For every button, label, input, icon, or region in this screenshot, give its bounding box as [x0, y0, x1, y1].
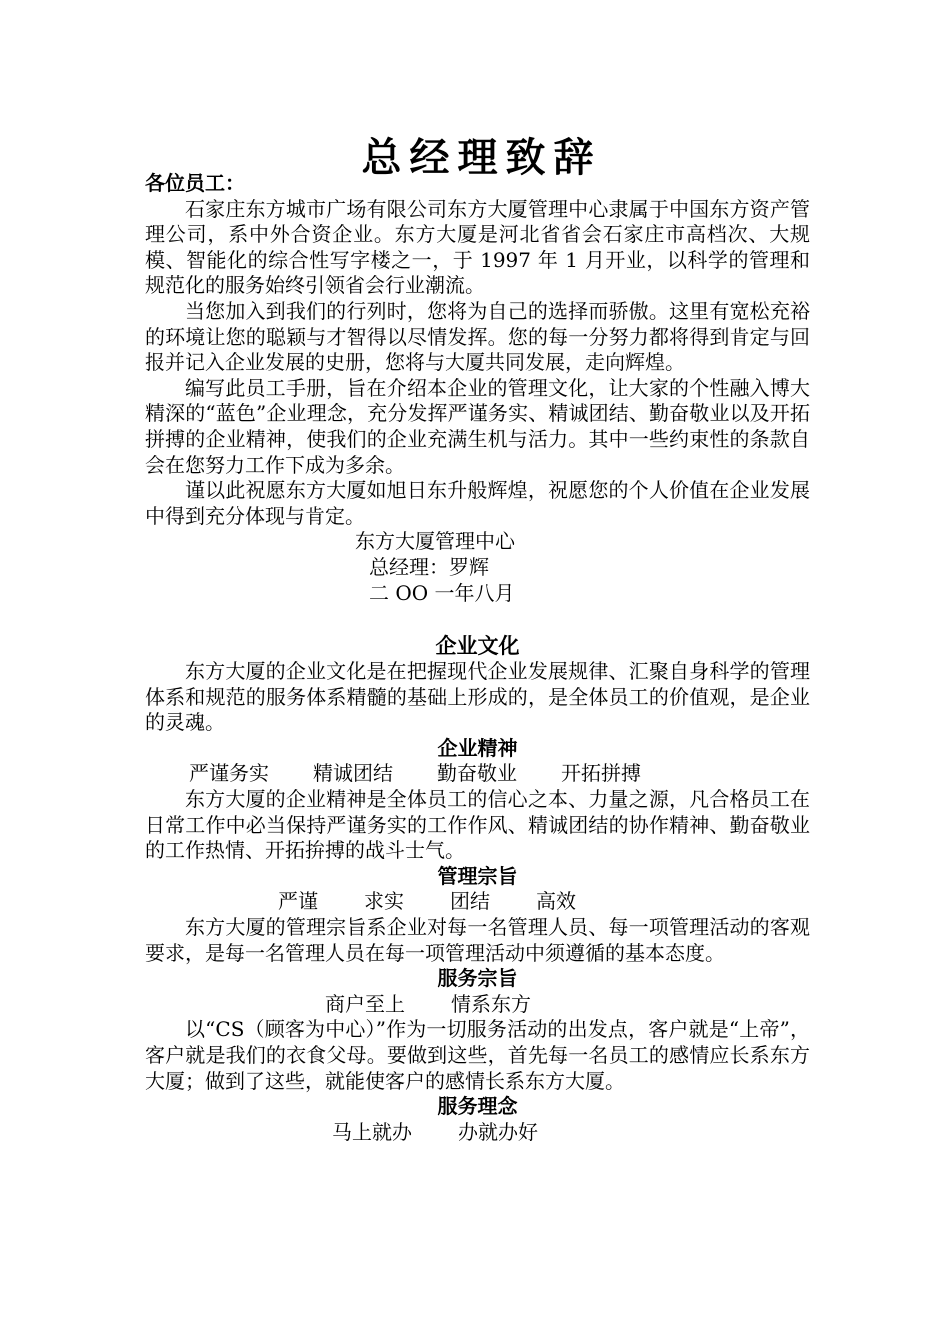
service-heading: 服务宗旨 — [437, 966, 518, 991]
philosophy-heading: 服务理念 — [437, 1094, 518, 1119]
letter-greeting: 各位员工： — [145, 171, 245, 195]
management-mottos — [145, 889, 810, 915]
letter-paragraph: 谨以此祝愿东方大厦如旭日东升般辉煌，祝愿您的个人价值在企业发展中得到充分体现与肯定。 — [145, 478, 810, 528]
signature-date: 二 OO 一年八月 — [369, 580, 515, 605]
letter-paragraph: 石家庄东方城市广场有限公司东方大厦管理中心隶属于中国东方资产管理公司，系中外合资企业。东方大厦是河北省省会石家庄市高档次、大规模、智能化的综合性写字楼之一，于 1997 年 1 月开业，以科学的管理和规范化的服务始终引领省会行业潮流。 — [145, 196, 810, 298]
spirit-text: 东方大厦的企业精神是全体员工的信心之本、力量之源，凡合格员工在日常工作中必当保持严谨务实的工作作风、精诚团结的协作精神、勤奋敬业的工作热情、开拓拚搏的战斗士气。 — [145, 787, 810, 863]
motto: 办就办好 — [458, 1119, 538, 1144]
signature-name: 总经理：罗辉 — [369, 554, 489, 579]
motto: 严谨务实 — [189, 761, 269, 786]
motto: 勤奋敬业 — [437, 761, 517, 786]
letter-paragraph: 编写此员工手册，旨在介绍本企业的管理文化，让大家的个性融入博大精深的“蓝色”企业理念，充分发挥严谨务实、精诚团结、勤奋敬业以及开拓拼搏的企业精神，使我们的企业充满生机与活力。其中一些约束性的条款自会在您努力工作下成为多余。 — [145, 375, 810, 477]
management-heading: 管理宗旨 — [437, 863, 518, 888]
motto: 团结 — [450, 889, 490, 914]
motto: 严谨 — [278, 889, 318, 914]
culture-heading: 企业文化 — [435, 633, 520, 659]
spirit-heading: 企业精神 — [437, 735, 518, 760]
philosophy-mottos — [145, 1120, 810, 1146]
motto: 开拓拼搏 — [561, 761, 641, 786]
signature-org: 东方大厦管理中心 — [355, 529, 515, 554]
motto: 情系东方 — [451, 991, 531, 1016]
spirit-mottos — [145, 761, 810, 787]
management-text: 东方大厦的管理宗旨系企业对每一名管理人员、每一项管理活动的客观要求，是每一名管理人员在每一项管理活动中须遵循的基本态度。 — [145, 915, 810, 965]
letter-paragraph: 当您加入到我们的行列时，您将为自己的选择而骄傲。这里有宽松充裕的环境让您的聪颖与才智得以尽情发挥。您的每一分努力都将得到肯定与回报并记入企业发展的史册，您将与大厦共同发展，走向辉煌。 — [145, 298, 810, 375]
motto: 马上就办 — [332, 1119, 412, 1144]
service-text: 以“CS（顾客为中心）”作为一切服务活动的出发点，客户就是“上帝”，客户就是我们的衣食父母。要做到这些，首先每一名员工的感情应长系东方大厦；做到了这些，就能使客户的感情长系东方大厦。 — [145, 1017, 810, 1093]
section-spacer — [145, 606, 810, 632]
motto: 高效 — [536, 889, 576, 914]
letter-title: 总经理致辞 — [361, 134, 602, 181]
culture-intro: 东方大厦的企业文化是在把握现代企业发展规律、汇聚自身科学的管理体系和规范的服务体系精髓的基础上形成的，是全体员工的价值观，是企业的灵魂。 — [145, 659, 810, 735]
service-mottos — [145, 992, 810, 1018]
document-page — [145, 134, 810, 1145]
motto: 精诚团结 — [313, 761, 393, 786]
motto: 商户至上 — [325, 991, 405, 1016]
motto: 求实 — [364, 889, 404, 914]
